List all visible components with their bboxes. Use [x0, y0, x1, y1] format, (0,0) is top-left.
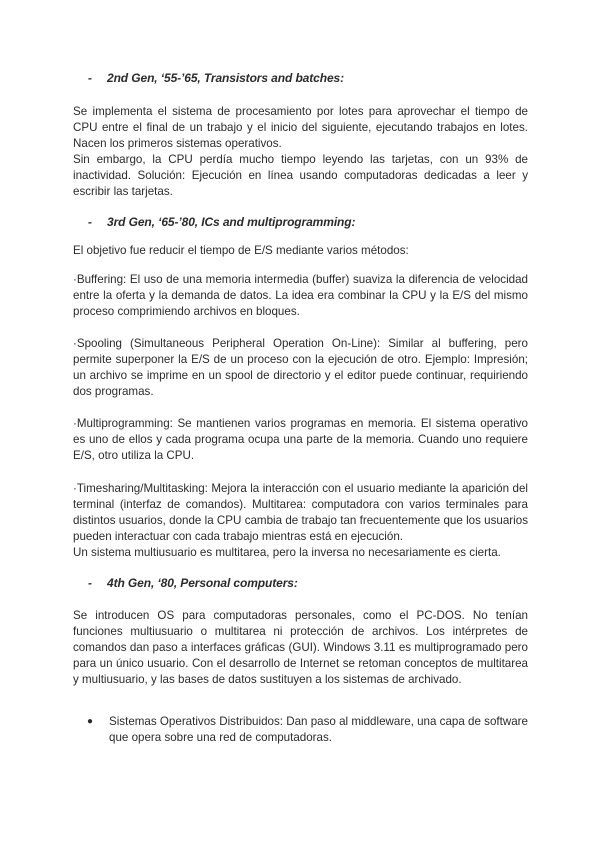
section-heading-3rd-gen [88, 215, 355, 229]
paragraph-timesharing: ·Timesharing/Multitasking: Mejora la interacción con el usuario mediante la aparición del terminal (interfaz de comandos). Multitarea: computadora con varios terminales para distintos usuarios, donde la CPU cambia de trabajo tan frecuentemente que los usuarios pueden interactuar con cada trabajo mientras está en ejecución. [73, 482, 528, 543]
heading-text: 3rd Gen, ‘65-’80, ICs and multiprogramming: [107, 215, 356, 229]
heading-dash: - [88, 71, 92, 85]
heading-dash: - [88, 215, 92, 229]
paragraph: Se introducen OS para computadoras personales, como el PC-DOS. No tenían funciones multiusuario o multitarea ni protección de archivos. Los intérpretes de comandos dan paso a interfaces gráficas (GUI). Windows 3.11 es multiprogramado pero para un único usuario. Con el desarrollo de Internet se retoman conceptos de multitarea y multiusuario, y las bases de datos sustituyen a los sistemas de archivado. [73, 609, 528, 686]
heading-text: 2nd Gen, ‘55-’65, Transistors and batches: [107, 71, 344, 85]
paragraph-multiprogramming: ·Multiprogramming: Se mantienen varios programas en memoria. El sistema operativo es uno de ellos y cada programa ocupa una parte de la memoria. Cuando uno requiere E/S, otro utiliza la CPU. [73, 417, 528, 462]
bullet-icon: ● [87, 716, 94, 727]
section-heading-2nd-gen [88, 71, 344, 85]
paragraph: El objetivo fue reducir el tiempo de E/S mediante varios métodos: [73, 244, 409, 257]
paragraph-spooling: ·Spooling (Simultaneous Peripheral Operation On-Line): Similar al buffering, pero permite superponer la E/S de un proceso con la ejecución de otro. Ejemplo: Impresión; un archivo se imprime en un spool de directorio y el editor puede continuar, requiriendo dos programas. [73, 337, 528, 398]
section-heading-4th-gen [88, 576, 298, 590]
paragraph-buffering: ·Buffering: El uso de una memoria intermedia (buffer) suaviza la diferencia de velocidad entre la oferta y la demanda de datos. La idea era combinar la CPU y la E/S del mismo proceso comprimiendo archivos en bloques. [73, 273, 528, 318]
paragraph: Se implementa el sistema de procesamiento por lotes para aprovechar el tiempo de CPU entre el final de un trabajo y el inicio del siguiente, ejecutando trabajos en lotes. Nacen los primeros sistemas operativos. [73, 105, 528, 150]
paragraph: Sin embargo, la CPU perdía mucho tiempo leyendo las tarjetas, con un 93% de inactividad. Solución: Ejecución en línea usando computadoras dedicadas a leer y escribir las tarjetas. [73, 153, 528, 198]
list-item-text: Sistemas Operativos Distribuidos: Dan paso al middleware, una capa de software que opera sobre una red de computadoras. [109, 715, 528, 744]
heading-dash: - [88, 576, 92, 590]
paragraph: Un sistema multiusuario es multitarea, pero la inversa no necesariamente es cierta. [73, 546, 501, 559]
heading-text: 4th Gen, ‘80, Personal computers: [107, 576, 298, 590]
